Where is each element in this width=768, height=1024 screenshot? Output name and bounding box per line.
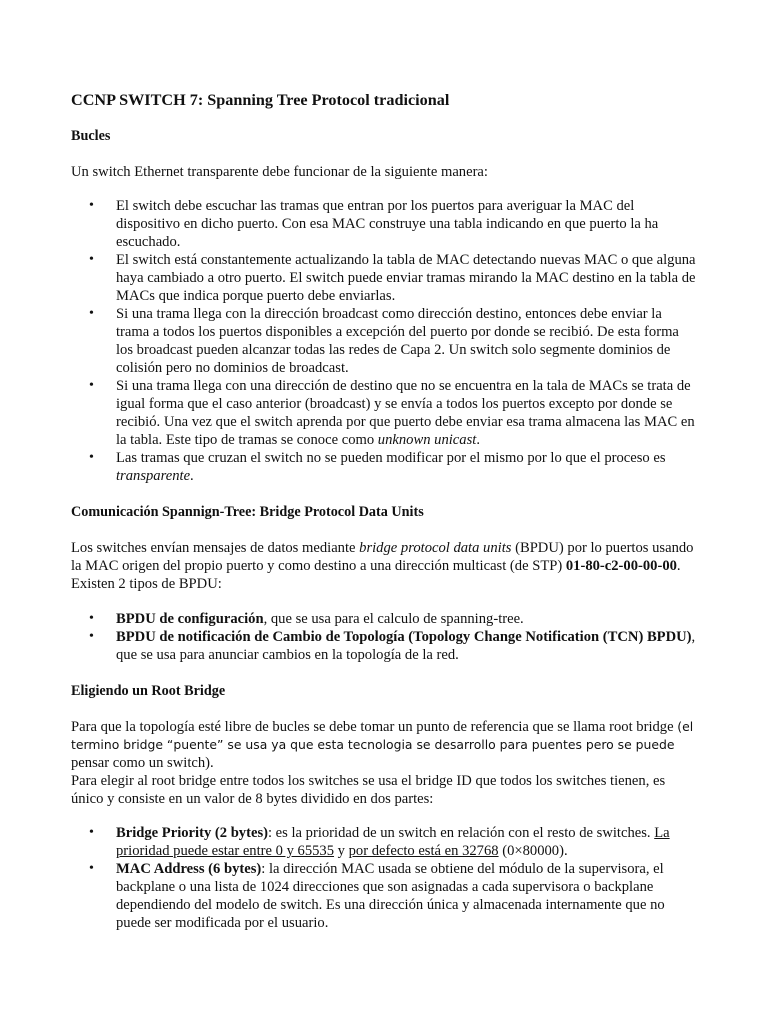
mac-address-text: : la dirección MAC usada se obtiene del módulo de la supervisora, el backplane o una lista de 1024 direcciones que son asignadas a cada supervisora o backplane dependiendo del modelo de switch. Es una dirección única y almacenada internamente que no puede ser modificada por el usuario. <box>116 861 665 931</box>
bridge-priority-text: : es la prioridad de un switch en relación con el resto de switches. <box>267 825 655 841</box>
bpdu-paragraph <box>71 539 696 593</box>
list-item <box>71 377 696 449</box>
list-item: • Si una trama llega con la dirección broadcast como dirección destino, entonces debe enviar la trama a todos los puertos disponibles a excepción del puerto por donde se recibió. De esta forma los broadcast pueden alcanzar todas las redes de Capa 2. Un switch solo segmente dominios de colisión pero no dominios de broadcast. <box>71 305 696 377</box>
bullet5-end: . <box>190 468 194 484</box>
root-p1-part2: pensar como un switch). <box>71 755 214 771</box>
heading-root-bridge: Eligiendo un Root Bridge <box>71 683 226 699</box>
bullet4-text: Si una trama llega con una dirección de destino que no se encuentra en la tala de MACs se trata de igual forma que el caso anterior (broadcast) y se envía a todos los puertos excepto por donde se recibió. Una vez que el switch aprenda por que puerto debe enviar esa trama almacena las MAC en la tabla. Este tipo de tramas se conoce como <box>116 378 695 448</box>
multicast-address: 01-80-c2-00-00-00 <box>565 558 677 574</box>
bpdu-list <box>71 610 696 664</box>
list-item <box>71 824 696 860</box>
bucles-intro: Un switch Ethernet transparente debe funcionar de la siguiente manera: <box>71 164 488 180</box>
root-p1-part1: Para que la topología esté libre de bucles se debe tomar un punto de referencia que se llama root bridge <box>71 719 678 735</box>
list-item <box>71 610 696 628</box>
heading-bucles: Bucles <box>71 128 111 144</box>
list-item: • El switch debe escuchar las tramas que entran por los puertos para averiguar la MAC del dispositivo en dicho puerto. Con esa MAC construye una tabla indicando en que puerto la ha escuchado. <box>71 197 696 251</box>
root-p1-note: (el termino bridge “puente” se usa ya que esta tecnologia se desarrollo para puentes pero se puede <box>71 719 694 752</box>
bpdu-tcn-text: , que se usa para anunciar cambios en la topología de la red. <box>116 629 696 663</box>
mac-address-label: MAC Address (6 bytes) <box>116 861 262 877</box>
bridge-priority-label: Bridge Priority (2 bytes) <box>116 825 268 841</box>
priority-range-link: La prioridad puede estar entre 0 y 65535 <box>116 825 670 859</box>
bridge-id-list <box>71 824 696 932</box>
bpdu-p-part1: Los switches envían mensajes de datos mediante <box>71 540 360 556</box>
list-item <box>71 860 696 932</box>
transparente-term: transparente <box>116 468 191 484</box>
document-title: CCNP SWITCH 7: Spanning Tree Protocol tradicional <box>71 91 450 109</box>
bucles-list <box>71 197 696 485</box>
root-paragraph-2: Para elegir al root bridge entre todos los switches se usa el bridge ID que todos los switches tienen, es único y consiste en un valor de 8 bytes dividido en dos partes: <box>71 773 666 807</box>
list-item <box>71 449 696 485</box>
unknown-unicast-term: unknown unicast <box>377 432 477 448</box>
heading-bpdu: Comunicación Spannign-Tree: Bridge Protocol Data Units <box>71 504 424 520</box>
bpdu-config-label: BPDU de configuración <box>116 611 264 627</box>
bpdu-p-part3: . Existen 2 tipos de BPDU: <box>71 558 681 592</box>
list-item: • El switch está constantemente actualizando la tabla de MAC detectando nuevas MAC o que alguna haya cambiado a otro puerto. El switch puede enviar tramas mirando la MAC destino en la tabla de MACs que indica porque puerto debe enviarlas. <box>71 251 696 305</box>
bpdu-config-text: , que se usa para el calculo de spanning-tree. <box>263 611 524 627</box>
bridge-priority-mid: y <box>334 843 349 859</box>
root-paragraph-1 <box>71 718 696 772</box>
bpdu-p-part2: (BPDU) por lo puertos usando la MAC origen del propio puerto y como destino a una dirección multicast (de STP) <box>71 540 694 574</box>
bullet5-text: Las tramas que cruzan el switch no se pueden modificar por el mismo por lo que el proceso es <box>116 450 666 466</box>
bullet4-end: . <box>476 432 480 448</box>
bridge-priority-end: (0×80000). <box>498 843 568 859</box>
bpdu-term: bridge protocol data units <box>359 540 512 556</box>
priority-default-link: por defecto está en 32768 <box>348 843 499 859</box>
bpdu-tcn-label: BPDU de notificación de Cambio de Topología (Topology Change Notification (TCN) BPDU) <box>116 629 692 645</box>
list-item <box>71 628 696 664</box>
